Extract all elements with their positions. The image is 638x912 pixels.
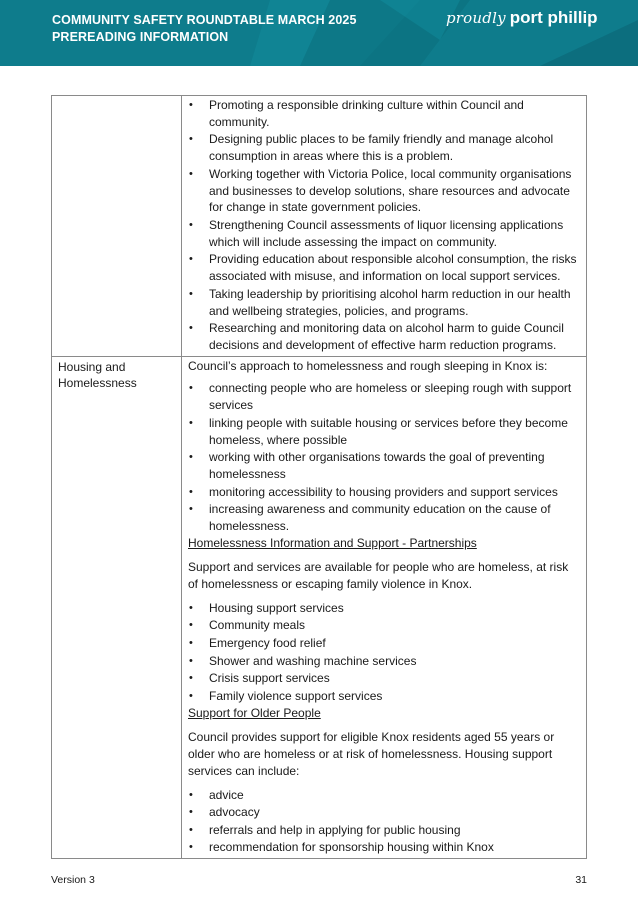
list-item: • Designing public places to be family friendly and manage alcohol consumption in areas where this is a problem. — [188, 131, 580, 165]
list-item: • Emergency food relief — [188, 635, 580, 652]
list-item: • connecting people who are homeless or sleeping rough with support services — [188, 380, 580, 414]
list-item: • Family violence support services — [188, 688, 580, 705]
row1-label-cell — [52, 96, 182, 357]
footer-version: Version 3 — [51, 874, 95, 886]
partnerships-paragraph: Support and services are available for people who are homeless, at risk of homelessness or escaping family violence in Knox. — [188, 560, 569, 592]
row2-label-cell: Housing and Homelessness — [52, 356, 182, 858]
list-item: • increasing awareness and community education on the cause of homelessness. — [188, 501, 580, 535]
logo-bold-text: port phillip — [509, 8, 598, 27]
list-item: • Researching and monitoring data on alcohol harm to guide Council decisions and development of effective harm reduction programs. — [188, 320, 580, 354]
older-support-list — [188, 787, 580, 857]
list-item: • Housing support services — [188, 600, 580, 617]
list-item: • advocacy — [188, 804, 580, 821]
list-item: • Working together with Victoria Police, local community organisations and businesses to develop solutions, share resources and advocate for change in state government policies. — [188, 166, 580, 216]
logo-script-text: proudly — [446, 9, 506, 27]
row2-content-cell — [182, 356, 587, 858]
older-people-heading: Support for Older People — [188, 706, 321, 721]
partnerships-heading: Homelessness Information and Support - Partnerships — [188, 536, 477, 551]
header-title-line1: COMMUNITY SAFETY ROUNDTABLE MARCH 2025 — [52, 13, 357, 27]
content-table — [51, 95, 587, 859]
list-item: • recommendation for sponsorship housing within Knox — [188, 839, 580, 856]
list-item: • Crisis support services — [188, 670, 580, 687]
page-header — [0, 0, 638, 66]
list-item: • monitoring accessibility to housing providers and support services — [188, 484, 580, 501]
older-people-paragraph: Council provides support for eligible Knox residents aged 55 years or older who are homeless or at risk of homelessness. Housing support services can include: — [188, 730, 555, 778]
approach-list — [188, 380, 580, 534]
list-item: • Community meals — [188, 617, 580, 634]
list-item: • working with other organisations towards the goal of preventing homelessness — [188, 449, 580, 483]
alcohol-actions-list — [188, 97, 580, 354]
list-item: • Taking leadership by prioritising alcohol harm reduction in our health and wellbeing strategies, policies, and programs. — [188, 286, 580, 320]
header-title — [52, 12, 357, 46]
list-item: • Promoting a responsible drinking culture within Council and community. — [188, 97, 580, 131]
homelessness-intro: Council’s approach to homelessness and rough sleeping in Knox is: — [188, 358, 548, 373]
list-item: • Shower and washing machine services — [188, 653, 580, 670]
list-item: • advice — [188, 787, 580, 804]
footer-page-number: 31 — [575, 874, 587, 886]
list-item: • linking people with suitable housing or services before they become homeless, where possible — [188, 415, 580, 449]
list-item: • Providing education about responsible alcohol consumption, the risks associated with misuse, and information on local support services. — [188, 251, 580, 285]
table-row — [52, 96, 587, 357]
services-list — [188, 600, 580, 705]
list-item: • referrals and help in applying for public housing — [188, 822, 580, 839]
list-item: • Strengthening Council assessments of liquor licensing applications which will include assessing the impact on community. — [188, 217, 580, 251]
table-row — [52, 356, 587, 858]
row1-content-cell — [182, 96, 587, 357]
port-phillip-logo — [446, 8, 598, 34]
header-title-line2: PREREADING INFORMATION — [52, 30, 229, 44]
